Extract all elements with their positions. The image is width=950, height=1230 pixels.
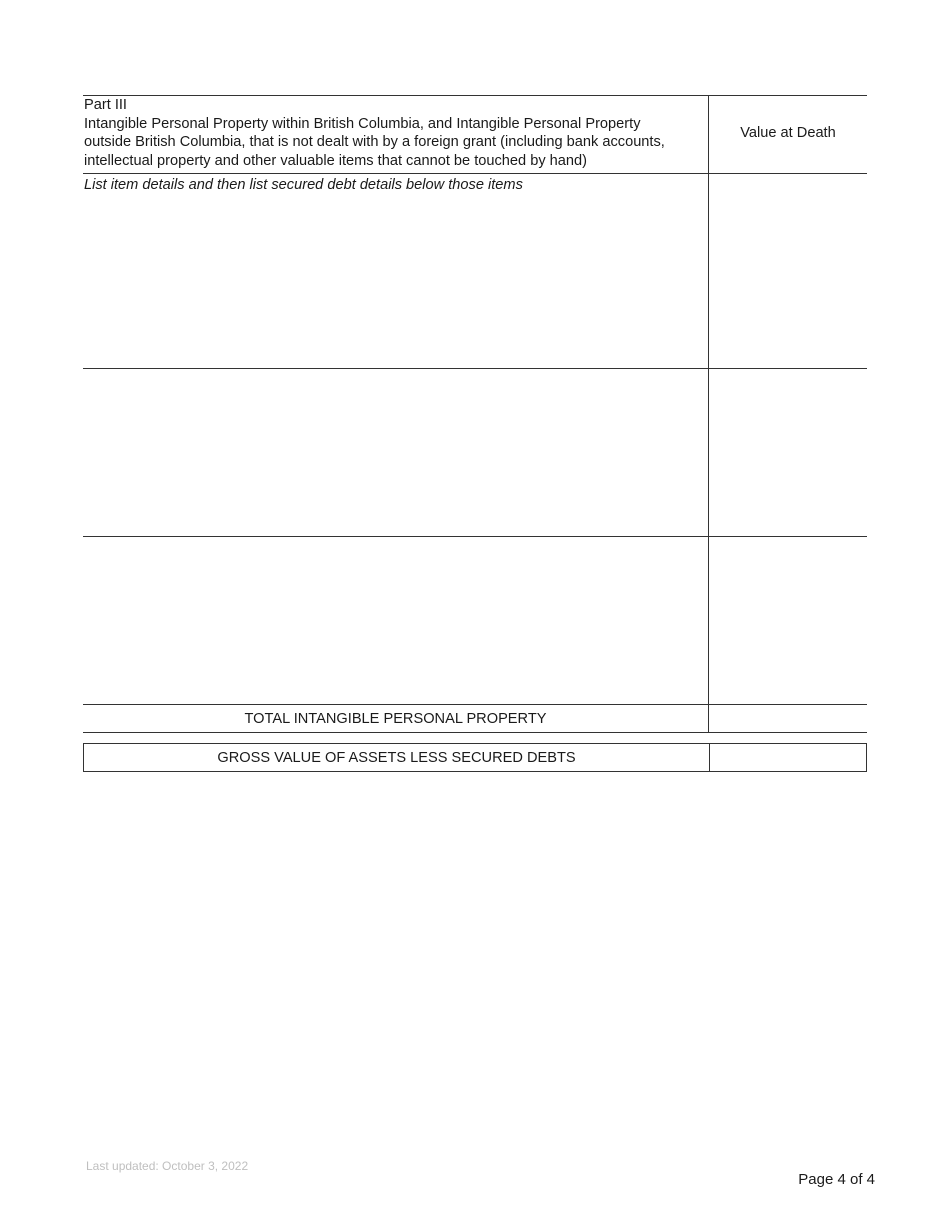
item-details-cell[interactable] — [83, 369, 709, 536]
item-details-cell[interactable] — [83, 174, 709, 368]
total-intangible-label: TOTAL INTANGIBLE PERSONAL PROPERTY — [244, 711, 547, 727]
total-value-cell[interactable] — [709, 705, 867, 732]
value-cell[interactable] — [709, 369, 867, 536]
value-cell[interactable] — [709, 537, 867, 704]
value-at-death-label: Value at Death — [740, 125, 836, 141]
part-header-cell — [83, 96, 709, 173]
item-details-cell[interactable] — [83, 537, 709, 704]
total-row — [83, 704, 867, 733]
value-cell[interactable] — [709, 174, 867, 368]
last-updated-text: Last updated: October 3, 2022 — [86, 1159, 249, 1173]
page-number: Page 4 of 4 — [798, 1171, 875, 1188]
value-header-cell — [709, 96, 867, 173]
total-label-cell — [83, 705, 709, 732]
gross-label-cell — [84, 744, 710, 771]
gross-value-label: GROSS VALUE OF ASSETS LESS SECURED DEBTS — [217, 749, 576, 766]
instructions-text: List item details and then list secured debt details below those items — [84, 177, 523, 193]
table-header-row — [83, 95, 867, 173]
table-row — [83, 173, 867, 368]
part-description-line-2: outside British Columbia, that is not dealt with by a foreign grant (including bank accounts, — [84, 134, 665, 150]
part-description-line-1: Intangible Personal Property within British Columbia, and Intangible Personal Property — [84, 115, 641, 132]
part-heading: Part III — [84, 97, 127, 113]
part-description-line-3: intellectual property and other valuable items that cannot be touched by hand) — [84, 152, 587, 169]
property-table — [83, 95, 867, 733]
table-row — [83, 368, 867, 536]
gross-value-row — [83, 743, 867, 772]
table-row — [83, 536, 867, 704]
gross-value-cell[interactable] — [710, 744, 866, 771]
